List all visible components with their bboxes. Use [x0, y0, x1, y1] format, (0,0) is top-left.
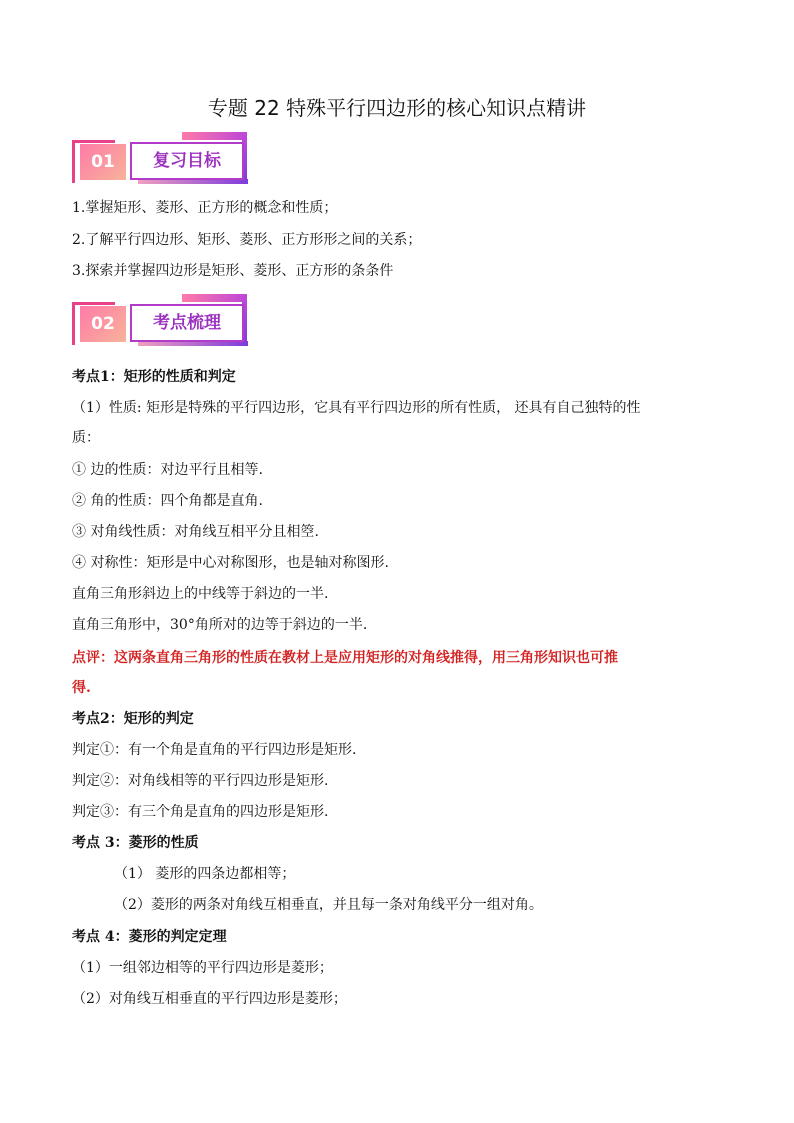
kp4-item: （1）一组邻边相等的平行四边形是菱形； — [72, 960, 333, 976]
kp1-note: 直角三角形中，30°角所对的边等于斜边的一半. — [72, 617, 368, 633]
page-title: 专题 22 特殊平行四边形的核心知识点精讲 — [207, 96, 587, 120]
section-label-box — [130, 304, 244, 342]
kp2-item: 判定②：对角线相等的平行四边形是矩形. — [72, 773, 329, 789]
kp1-heading: 考点1：矩形的性质和判定 — [72, 369, 236, 385]
section-label-box — [130, 142, 244, 180]
kp2-item: 判定③：有三个角是直角的四边形是矩形. — [72, 804, 329, 820]
goal-item: 1.掌握矩形、菱形、正方形的概念和性质； — [72, 200, 338, 216]
goal-item: 2.了解平行四边形、矩形、菱形、正方形形之间的关系； — [72, 232, 422, 248]
section-corner-decoration — [182, 294, 242, 302]
goal-item: 3.探索并掌握四边形是矩形、菱形、正方形的条条件 — [72, 263, 394, 279]
section-number-badge: 02 — [80, 306, 126, 342]
kp1-item: ② 角的性质：四个角都是直角. — [72, 493, 263, 509]
kp4-heading: 考点 4：菱形的判定定理 — [72, 929, 227, 945]
kp2-item: 判定①：有一个角是直角的平行四边形是矩形. — [72, 742, 357, 758]
kp3-item: （1） 菱形的四条边都相等； — [114, 866, 296, 882]
kp2-heading: 考点2：矩形的判定 — [72, 711, 194, 727]
kp1-comment: 得. — [72, 680, 91, 696]
kp1-comment: 点评：这两条直角三角形的性质在教材上是应用矩形的对角线推得，用三角形知识也可推 — [72, 650, 618, 666]
section-corner-decoration — [182, 132, 242, 140]
kp3-item: （2）菱形的两条对角线互相垂直，并且每一条对角线平分一组对角。 — [114, 897, 543, 913]
kp1-intro: （1）性质: 矩形是特殊的平行四边形，它具有平行四边形的所有性质， 还具有自己独特的性 — [72, 400, 641, 416]
section-label: 复习目标 — [153, 151, 221, 171]
kp1-intro: 质： — [72, 430, 100, 446]
section-header-key-points — [72, 294, 262, 354]
section-header-review-goals — [72, 132, 262, 192]
kp3-heading: 考点 3：菱形的性质 — [72, 835, 199, 851]
kp1-item: ① 边的性质：对边平行且相等. — [72, 462, 263, 478]
section-number-badge: 01 — [80, 144, 126, 180]
kp1-item: ③ 对角线性质：对角线互相平分且相箜. — [72, 524, 319, 540]
section-label: 考点梳理 — [153, 313, 221, 333]
kp1-note: 直角三角形斜边上的中线等于斜边的一半. — [72, 586, 329, 602]
kp1-item: ④ 对称性：矩形是中心对称图形，也是轴对称图形. — [72, 555, 389, 571]
kp4-item: （2）对角线互相垂直的平行四边形是菱形； — [72, 991, 347, 1007]
